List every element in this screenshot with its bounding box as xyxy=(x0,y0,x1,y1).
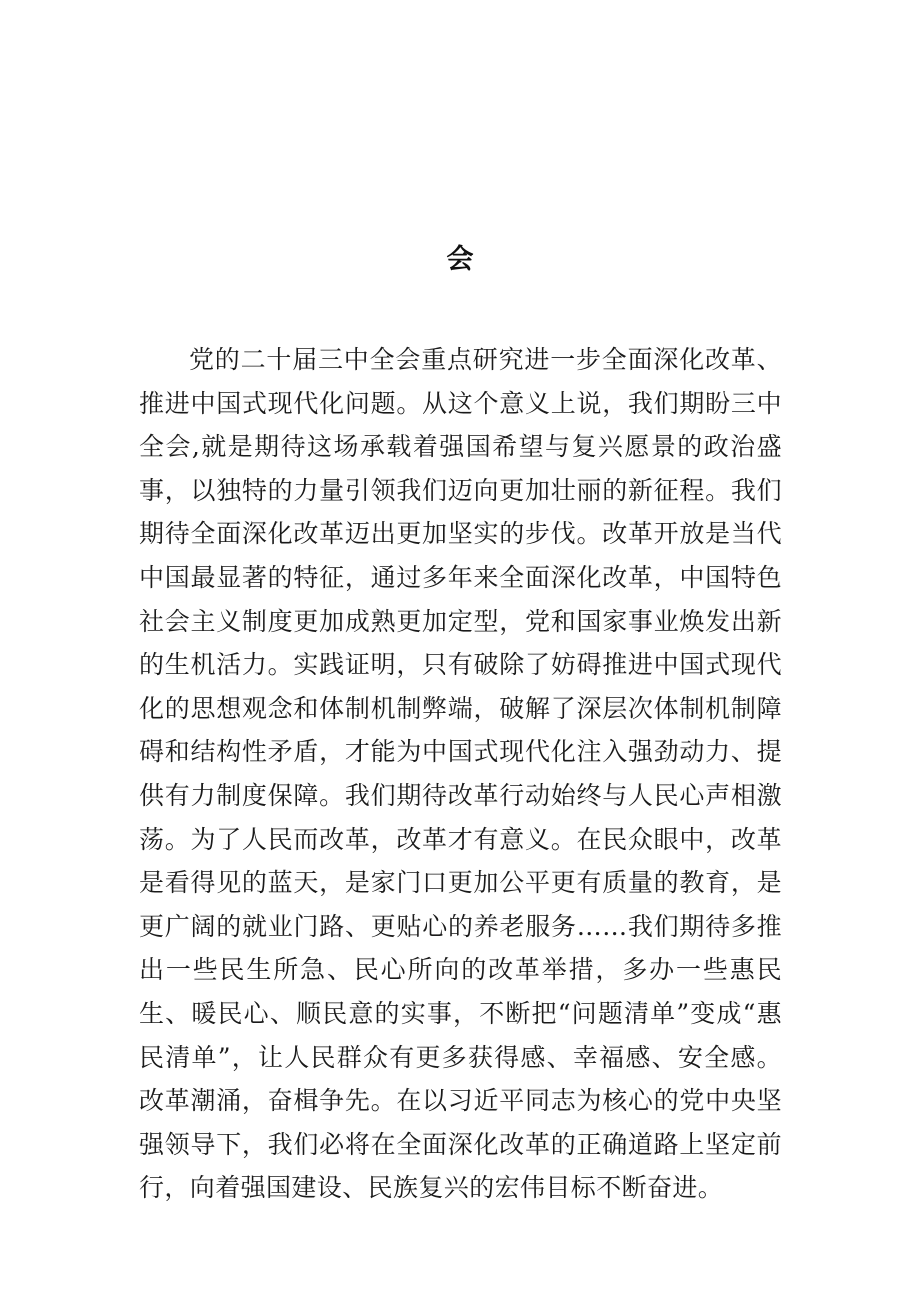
document-title: 会 xyxy=(446,244,474,275)
body-paragraph: 党的二十届三中全会重点研究进一步全面深化改革、推进中国式现代化问题。从这个意义上说，我们期盼三中全会,就是期待这场承载着强国希望与复兴愿景的政治盛事，以独特的力量引领我们迈向更加壮丽的新征程。我们期待全面深化改革迈出更加坚实的步伐。改革开放是当代中国最显著的特征，通过多年来全面深化改革，中国特色社会主义制度更加成熟更加定型，党和国家事业焕发出新的生机活力。实践证明，只有破除了妨碍推进中国式现代化的思想观念和体制机制弊端，破解了深层次体制机制障碍和结构性矛盾，才能为中国式现代化注入强劲动力、提供有力制度保障。我们期待改革行动始终与人民心声相激荡。为了人民而改革，改革才有意义。在民众眼中，改革是看得见的蓝天，是家门口更加公平更有质量的教育，是更广阔的就业门路、更贴心的养老服务……我们期待多推出一些民生所急、民心所向的改革举措，多办一些惠民生、暖民心、顺民意的实事，不断把“问题清单”变成“惠民清单”，让人民群众有更多获得感、幸福感、安全感。改革潮涌，奋楫争先。在以习近平同志为核心的党中央坚强领导下，我们必将在全面深化改革的正确道路上坚定前行，向着强国建设、民族复兴的宏伟目标不断奋进。 xyxy=(139,345,782,1203)
